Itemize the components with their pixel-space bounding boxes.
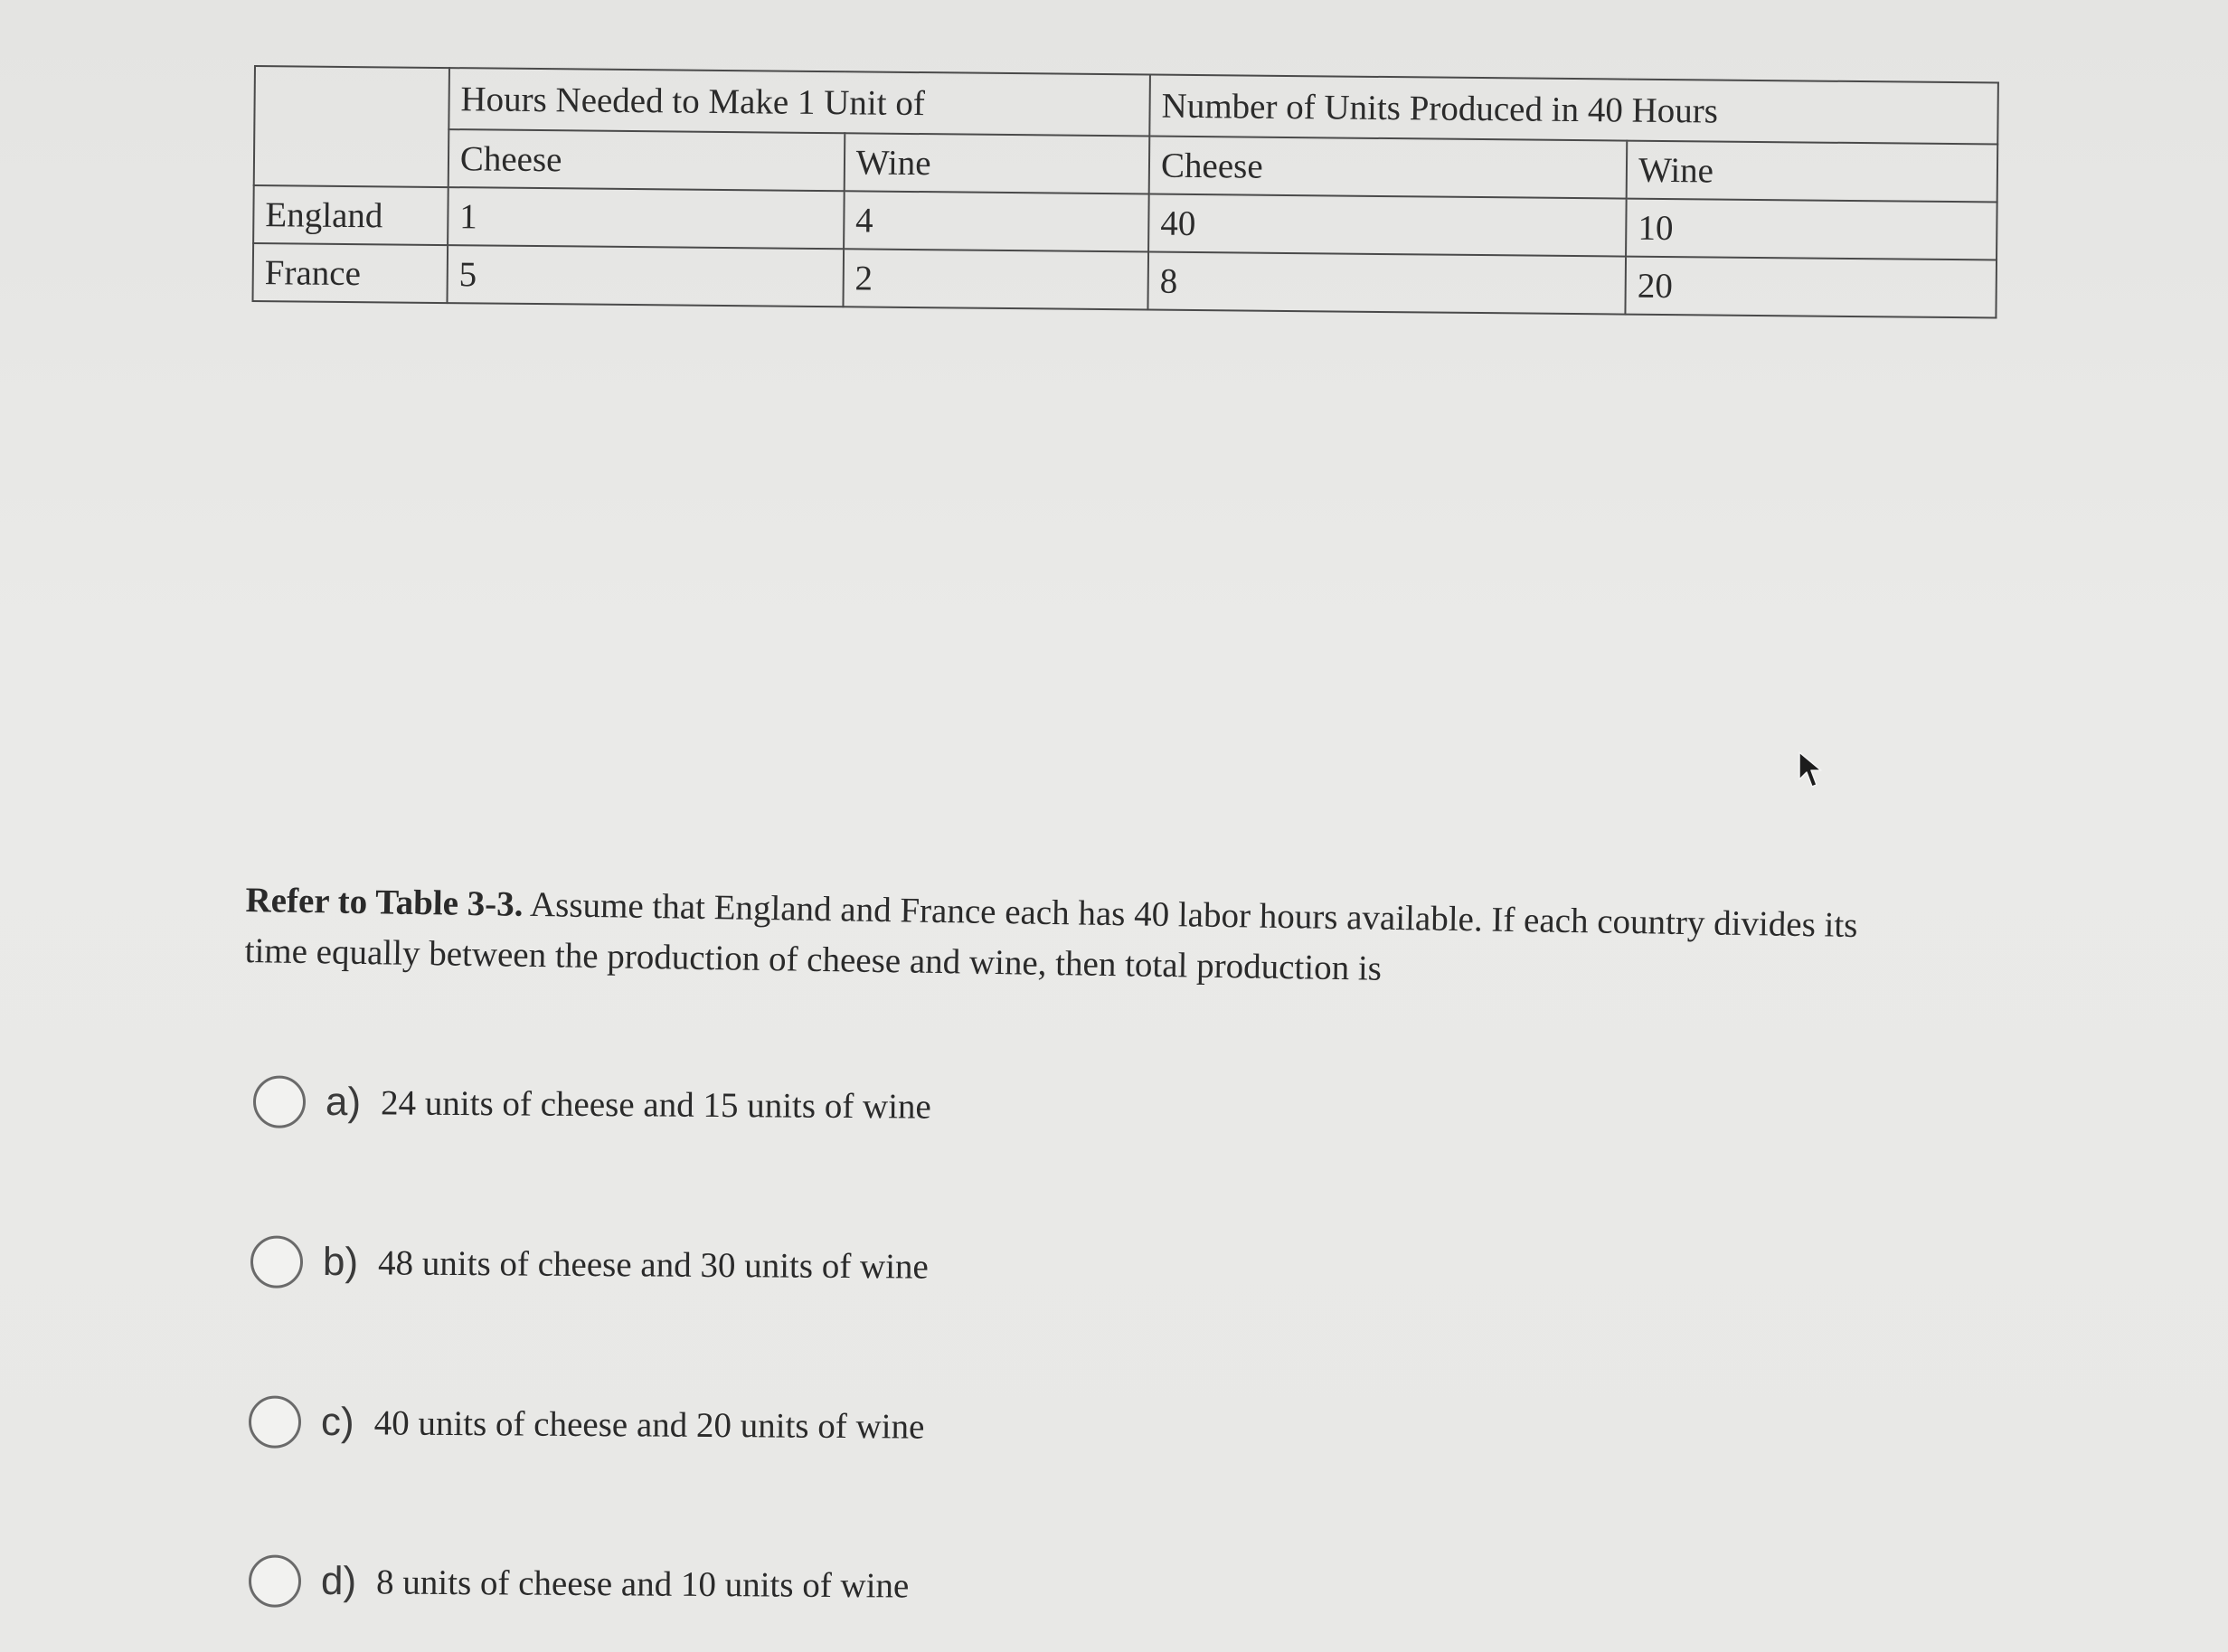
option-a[interactable]	[253, 1075, 931, 1132]
units-cheese-cell: 40	[1148, 194, 1627, 257]
radio-button[interactable]	[249, 1554, 301, 1607]
option-text[interactable]: 48 units of cheese and 30 units of wine	[377, 1242, 929, 1287]
radio-button[interactable]	[249, 1395, 301, 1448]
hours-cheese-header: Cheese	[448, 129, 845, 191]
units-cheese-header: Cheese	[1149, 137, 1628, 199]
option-d[interactable]	[249, 1554, 910, 1611]
units-cheese-cell: 8	[1147, 252, 1626, 315]
units-wine-header: Wine	[1627, 141, 1997, 203]
empty-corner-cell	[254, 66, 449, 187]
question-reference: Refer to Table 3-3.	[245, 880, 524, 924]
option-b[interactable]	[250, 1235, 929, 1292]
option-c[interactable]	[249, 1395, 925, 1452]
question-body: Assume that England and France each has 40 labor hours available. If each country divides its time equally between the production of cheese and wine, then total production is	[244, 884, 1858, 988]
country-cell: England	[253, 185, 448, 245]
option-text[interactable]: 40 units of cheese and 20 units of wine	[373, 1402, 925, 1447]
option-letter: c)	[320, 1399, 354, 1445]
data-table	[251, 65, 1998, 319]
hours-wine-cell: 4	[844, 191, 1149, 251]
units-wine-cell: 10	[1626, 199, 1997, 260]
radio-button[interactable]	[250, 1235, 303, 1288]
option-letter: d)	[320, 1559, 357, 1604]
hours-wine-cell: 2	[843, 249, 1148, 309]
radio-button[interactable]	[253, 1075, 306, 1128]
hours-cheese-cell: 1	[448, 187, 845, 249]
hours-cheese-cell: 5	[447, 245, 844, 307]
option-text[interactable]: 8 units of cheese and 10 units of wine	[375, 1562, 910, 1606]
option-letter: b)	[322, 1239, 359, 1285]
units-group-header: Number of Units Produced in 40 Hours	[1149, 75, 1998, 145]
mouse-cursor-icon	[1798, 750, 1823, 790]
country-cell: France	[252, 243, 447, 303]
option-text[interactable]: 24 units of cheese and 15 units of wine	[380, 1082, 931, 1127]
option-letter: a)	[325, 1079, 362, 1125]
units-wine-cell: 20	[1626, 257, 1997, 318]
hours-wine-header: Wine	[844, 133, 1149, 194]
question-text	[244, 875, 1928, 1003]
hours-group-header: Hours Needed to Make 1 Unit of	[448, 68, 1150, 136]
